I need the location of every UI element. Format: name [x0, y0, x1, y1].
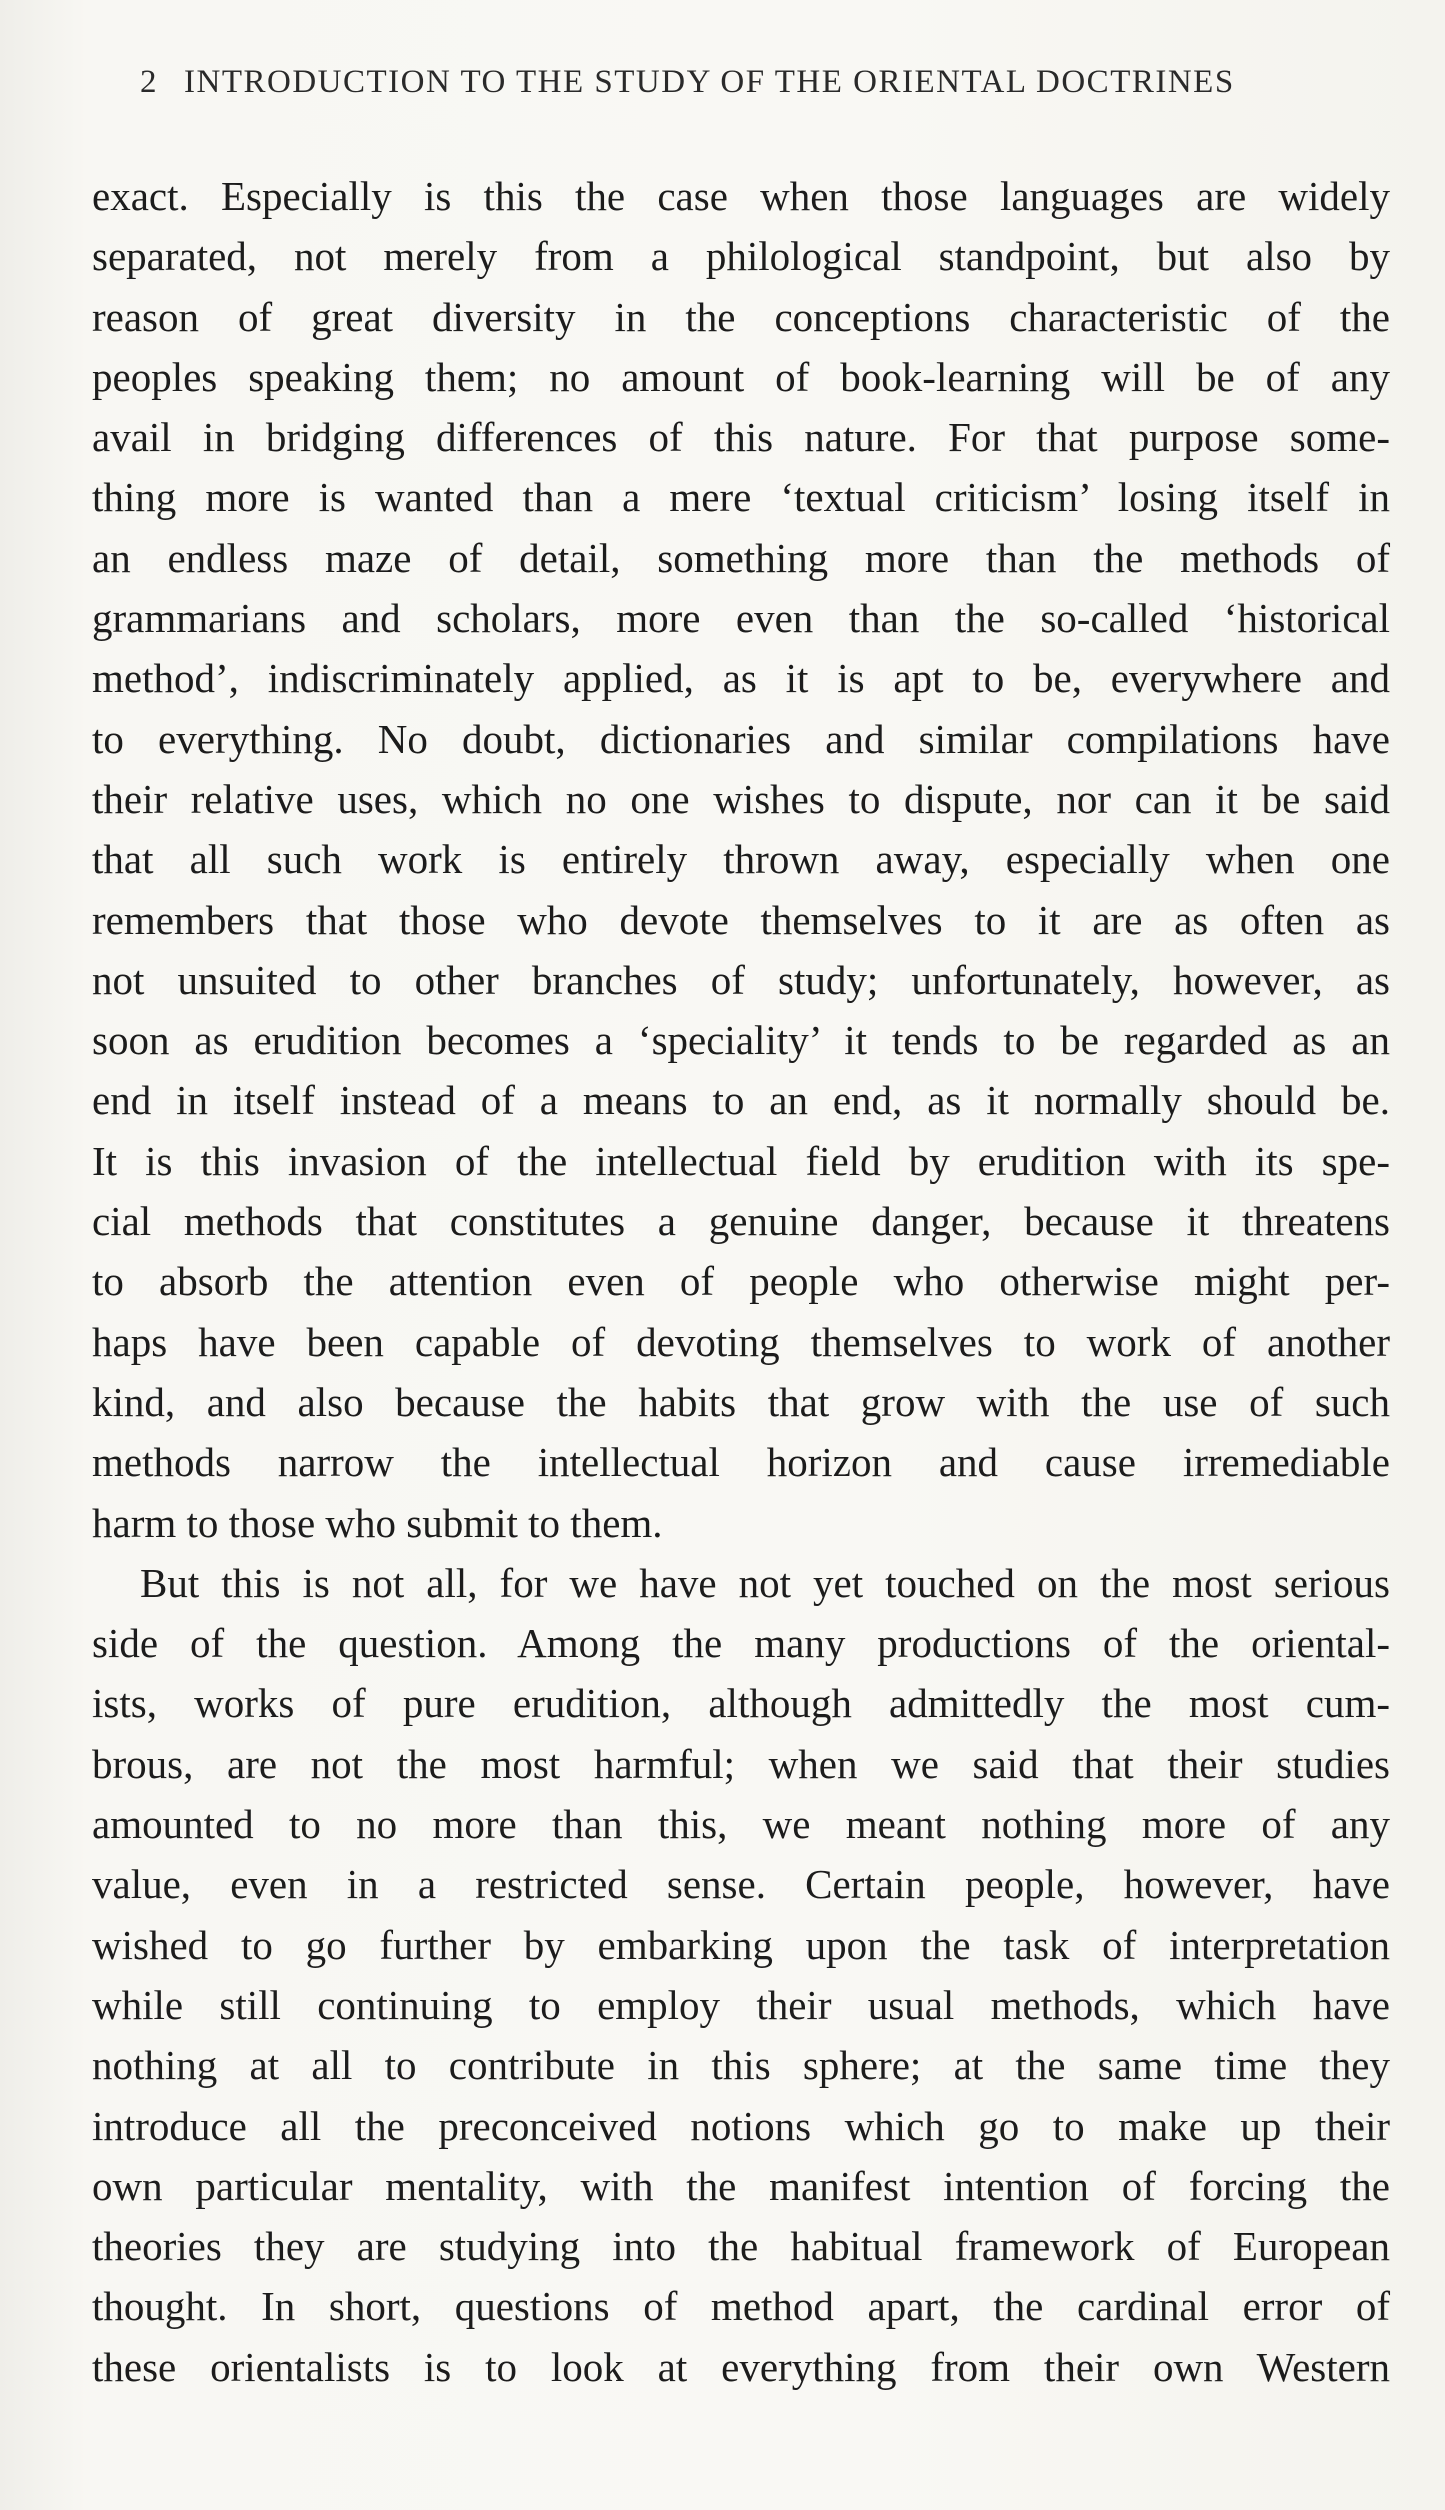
- text-line: to everything. No doubt, dictionaries and similar compilations have: [92, 715, 1390, 762]
- text-line: peoples speaking them; no amount of book-learning will be of any: [92, 353, 1390, 400]
- text-line: wished to go further by embarking upon the task of interpretation: [92, 1921, 1390, 1968]
- text-line: an endless maze of detail, something more than the methods of: [92, 534, 1390, 581]
- text-line: that all such work is entirely thrown away, especially when one: [92, 836, 1390, 883]
- page-number: 2: [140, 64, 158, 100]
- text-line: end in itself instead of a means to an end, as it normally should be.: [92, 1077, 1390, 1124]
- text-line: soon as erudition becomes a ‘speciality’ it tends to be regarded as an: [92, 1017, 1390, 1064]
- text-line: But this is not all, for we have not yet touched on the most serious: [140, 1559, 1390, 1606]
- text-line: introduce all the preconceived notions which go to make up their: [92, 2102, 1390, 2149]
- text-line: cial methods that constitutes a genuine danger, because it threatens: [92, 1198, 1390, 1245]
- text-line: not unsuited to other branches of study; unfortunately, however, as: [92, 956, 1390, 1003]
- text-line: their relative uses, which no one wishes to dispute, nor can it be said: [92, 775, 1390, 822]
- paragraph-1: [92, 166, 1390, 1553]
- text-line: kind, and also because the habits that grow with the use of such: [92, 1378, 1390, 1425]
- text-line: thought. In short, questions of method apart, the cardinal error of: [92, 2283, 1390, 2330]
- text-line: methods narrow the intellectual horizon and cause irremediable: [92, 1439, 1390, 1486]
- text-line: thing more is wanted than a mere ‘textual criticism’ losing itself in: [92, 474, 1390, 521]
- text-line: exact. Especially is this the case when those languages are widely: [92, 173, 1390, 219]
- text-line: brous, are not the most harmful; when we said that their studies: [92, 1740, 1390, 1787]
- text-line: remembers that those who devote themselves to it are as often as: [92, 896, 1390, 943]
- text-line: own particular mentality, with the manifest intention of forcing the: [92, 2162, 1390, 2209]
- paragraph-2: [92, 1553, 1390, 2397]
- body-text: [92, 166, 1390, 2397]
- text-line: to absorb the attention even of people who otherwise might per-: [92, 1258, 1390, 1305]
- text-line: grammarians and scholars, more even than the so-called ‘historical: [92, 595, 1390, 642]
- text-line: side of the question. Among the many productions of the oriental-: [92, 1620, 1390, 1667]
- text-line: method’, indiscriminately applied, as it is apt to be, everywhere and: [92, 655, 1390, 702]
- running-head-title: INTRODUCTION TO THE STUDY OF THE ORIENTAL DOCTRINES: [184, 64, 1235, 100]
- text-line: haps have been capable of devoting themselves to work of another: [92, 1318, 1390, 1365]
- text-line: while still continuing to employ their usual methods, which have: [92, 1981, 1390, 2028]
- text-line: these orientalists is to look at everything from their own Western: [92, 2343, 1390, 2390]
- text-line: avail in bridging differences of this nature. For that purpose some-: [92, 414, 1390, 461]
- text-line: nothing at all to contribute in this sphere; at the same time they: [92, 2042, 1390, 2089]
- text-line: harm to those who submit to them.: [92, 1499, 663, 1546]
- text-line: theories they are studying into the habitual framework of European: [92, 2223, 1390, 2270]
- text-line: It is this invasion of the intellectual field by erudition with its spe-: [92, 1137, 1390, 1184]
- text-line: reason of great diversity in the conceptions characteristic of the: [92, 293, 1390, 340]
- text-line: amounted to no more than this, we meant nothing more of any: [92, 1801, 1390, 1848]
- running-head: [140, 64, 1380, 101]
- text-line: separated, not merely from a philological standpoint, but also by: [92, 233, 1390, 280]
- text-line: ists, works of pure erudition, although admittedly the most cum-: [92, 1680, 1390, 1727]
- text-line: value, even in a restricted sense. Certain people, however, have: [92, 1861, 1390, 1908]
